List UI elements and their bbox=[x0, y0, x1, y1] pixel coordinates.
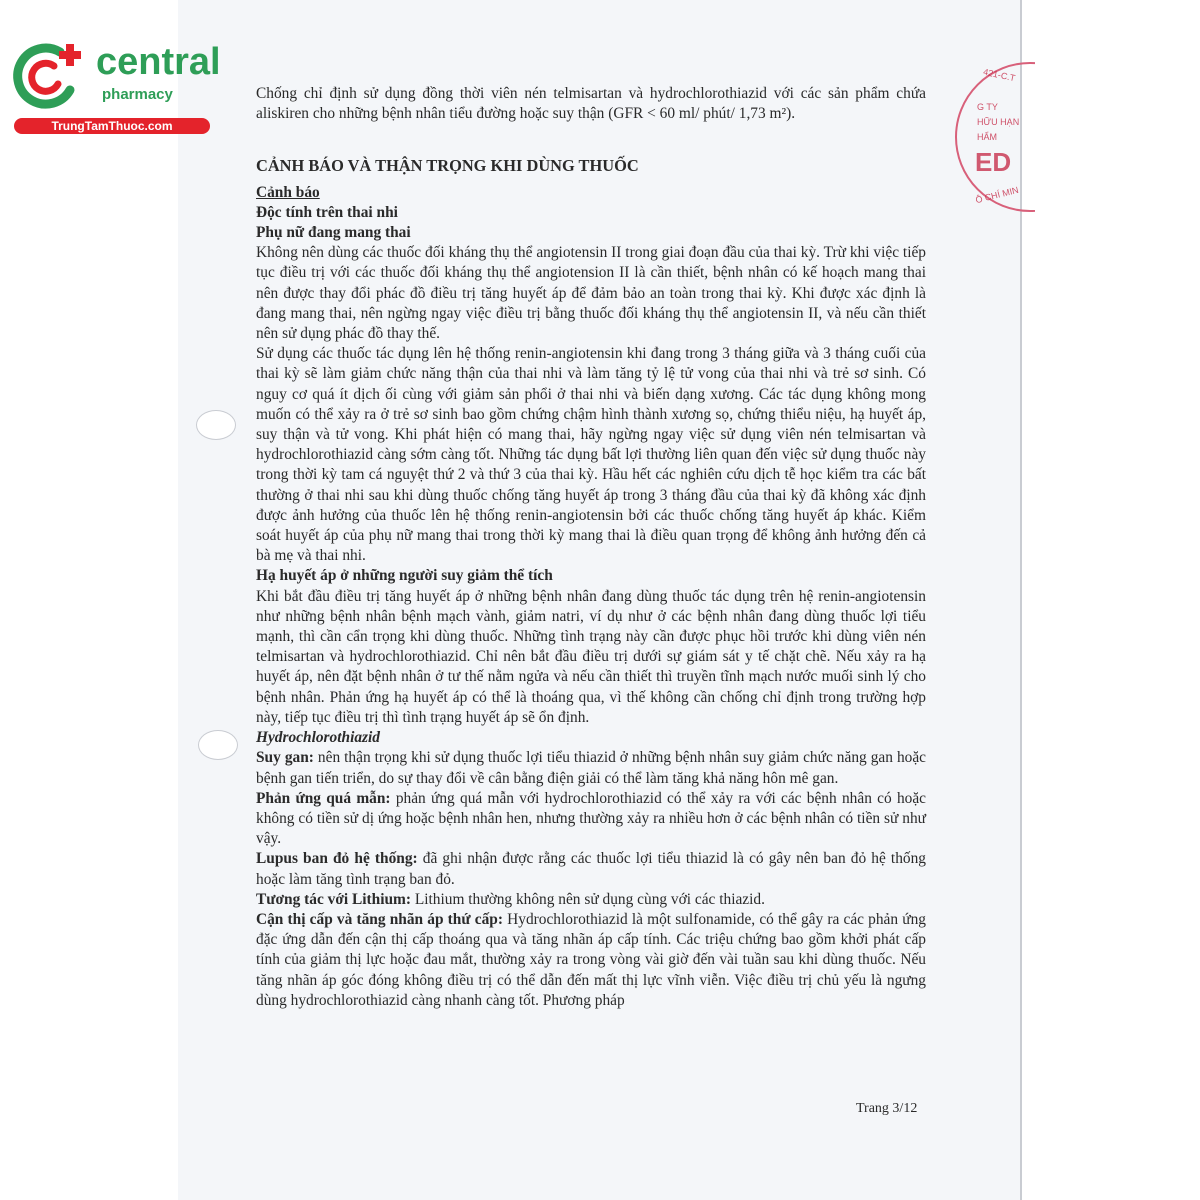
myopia-paragraph bbox=[256, 910, 926, 1011]
logo-website-banner: TrungTamThuoc.com bbox=[14, 118, 210, 134]
hypersensitivity-text: phản ứng quá mẫn với hydrochlorothiazid có thể xảy ra với các bệnh nhân có hoặc không có tiền sử dị ứng hoặc bệnh nhân hen, nhưng thường xảy ra nhiều hơn ở các bệnh nhân có tiền sử như vậy. bbox=[256, 789, 927, 848]
punch-hole bbox=[198, 730, 238, 760]
stamp-text: ED bbox=[975, 147, 1012, 177]
stamp-text: G TY bbox=[977, 102, 998, 112]
hypotension-paragraph: Khi bắt đầu điều trị tăng huyết áp ở những bệnh nhân đang dùng thuốc tác dụng trên hệ renin-angiotensin như những bệnh nhân bệnh mạch vành, giảm natri, ví dụ như ở các bệnh nhân đang dùng thuốc lợi tiểu mạnh, thì cần cẩn trọng khi dùng thuốc. Những tình trạng này cần được phục hồi trước khi dùng viên nén telmisartan và hydrochlorothiazid. Chỉ nên bắt đầu điều trị dưới sự giám sát y tế chặt chẽ. Nếu xảy ra hạ huyết áp, nên đặt bệnh nhân ở tư thế nằm ngửa và nếu cần thiết thì truyền tĩnh mạch nước muối sinh lý cho bệnh nhân. Phản ứng hạ huyết áp có thể là thoáng qua, vì thế không cần chống chỉ định trong trường hợp này, tiếp tục điều trị thì tình trạng huyết áp sẽ ổn định. bbox=[256, 587, 926, 726]
pregnancy-paragraph: Sử dụng các thuốc tác dụng lên hệ thống renin-angiotensin khi đang trong 3 tháng giữa và 3 tháng cuối của thai kỳ sẽ làm giảm chức năng thận của thai nhi và làm tăng tỷ lệ tử vong của thai nhi và trẻ sơ sinh. Có nguy cơ quá ít dịch ối cùng với giảm sản phổi ở thai nhi và biến dạng xương. Các tác dụng không mong muốn có thể xảy ra ở trẻ sơ sinh bao gồm chứng chậm hình thành xương sọ, chứng thiểu niệu, hạ huyết áp, suy thận và tử vong. Khi phát hiện có mang thai, hãy ngừng ngay việc sử dụng viên nén telmisartan và hydrochlorothiazid càng sớm càng tốt. Những tác dụng bất lợi thường liên quan đến việc sử dụng thuốc này trong thời kỳ tam cá nguyệt thứ 2 và thứ 3 của thai kỳ. Hầu hết các nghiên cứu dịch tễ học kiểm tra các bất thường ở thai nhi sau khi dùng thuốc chống tăng huyết áp trong 3 tháng đầu của thai kỳ đã không xác định được ảnh hưởng của thuốc lên hệ thống renin-angiotensin bởi các thuốc chống tăng huyết áp khác. Kiểm soát huyết áp của phụ nữ mang thai trong thời kỳ mang thai là điều quan trọng để không ảnh hưởng đến cả bà mẹ và thai nhi. bbox=[256, 345, 926, 565]
logo-name: central bbox=[96, 41, 221, 83]
logo-subtitle: pharmacy bbox=[102, 86, 173, 103]
right-margin bbox=[1022, 0, 1200, 1200]
hypersensitivity-lead: Phản ứng quá mẫn: bbox=[256, 789, 391, 807]
lithium-paragraph bbox=[256, 890, 926, 910]
punch-hole bbox=[196, 410, 236, 440]
central-pharmacy-logo bbox=[10, 38, 221, 138]
section-title: CẢNH BÁO VÀ THẬN TRỌNG KHI DÙNG THUỐC bbox=[256, 156, 639, 176]
stamp-text: HẨM bbox=[977, 132, 997, 142]
liver-paragraph bbox=[256, 748, 926, 788]
hypotension-heading: Hạ huyết áp ở những người suy giảm thể tích bbox=[256, 567, 553, 585]
pregnancy-paragraph: Không nên dùng các thuốc đối kháng thụ thể angiotensin II trong giai đoạn đầu của thai kỳ. Trừ khi việc tiếp tục điều trị với các thuốc đối kháng thụ thể angiotension II là cần thiết, bệnh nhân có kế hoạch mang thai nên được thay đổi phác đồ điều trị tăng huyết áp để đảm bảo an toàn trong thai kỳ. Khi được xác định là đang mang thai, nên ngừng ngay việc điều trị bằng thuốc đối kháng thụ thể angiotensin II, và nếu cần thiết nên sử dụng phác đồ thay thế. bbox=[256, 244, 926, 343]
lupus-text: đã ghi nhận được rằng các thuốc lợi tiểu thiazid là có gây nên ban đỏ hệ thống hoặc làm tăng tình trạng ban đỏ. bbox=[256, 850, 926, 888]
left-margin bbox=[0, 0, 178, 1200]
contraindication-paragraph: Chống chỉ định sử dụng đồng thời viên nén telmisartan và hydrochlorothiazid với các sản phẩm chứa aliskiren cho những bệnh nhân tiểu đường hoặc suy thận (GFR < 60 ml/ phút/ 1,73 m²). bbox=[256, 85, 926, 123]
hypersensitivity-paragraph bbox=[256, 789, 926, 850]
liver-text: nên thận trọng khi sử dụng thuốc lợi tiểu thiazid ở những bệnh nhân suy giảm chức năng gan hoặc bệnh gan tiến triển, do sự thay đổi về cân bằng điện giải có thể làm tăng khả năng hôn mê gan. bbox=[256, 749, 926, 787]
fetal-toxicity-heading: Độc tính trên thai nhi bbox=[256, 203, 398, 221]
stamp-text: 421-C.T bbox=[982, 66, 1017, 84]
lupus-paragraph bbox=[256, 849, 926, 889]
lithium-text: Lithium thường không nên sử dụng cùng với các thiazid. bbox=[410, 890, 765, 908]
myopia-lead: Cận thị cấp và tăng nhãn áp thứ cấp: bbox=[256, 910, 503, 928]
stamp-text: Ô CHÍ MIN bbox=[974, 184, 1020, 206]
lithium-lead: Tương tác với Lithium: bbox=[256, 890, 411, 908]
hydrochlorothiazid-heading: Hydrochlorothiazid bbox=[256, 729, 380, 747]
company-stamp bbox=[955, 62, 1035, 212]
document-body bbox=[256, 84, 926, 1011]
pregnant-women-heading: Phụ nữ đang mang thai bbox=[256, 224, 411, 242]
myopia-text: Hydrochlorothiazid là một sulfonamide, có thể gây ra các phản ứng đặc ứng dẫn đến cận thị cấp thoáng qua và tăng nhãn áp cấp tính. Các triệu chứng bao gồm khởi phát cấp tính của giảm thị lực hoặc đau mắt, thường xảy ra trong vòng vài giờ đến vài tuần sau khi dùng thuốc. Nếu tăng nhãn áp góc đóng không điều trị có thể dẫn đến mất thị lực vĩnh viễn. Việc điều trị chủ yếu là ngưng dùng hydrochlorothiazid càng nhanh càng tốt. Phương pháp bbox=[256, 910, 926, 1009]
lupus-lead: Lupus ban đỏ hệ thống: bbox=[256, 850, 418, 868]
stamp-text: HỮU HẠN bbox=[977, 117, 1020, 127]
liver-lead: Suy gan: bbox=[256, 749, 314, 767]
warning-heading: Cảnh báo bbox=[256, 183, 320, 201]
pharmacy-cross-icon bbox=[10, 38, 90, 114]
page-number: Trang 3/12 bbox=[856, 1101, 918, 1116]
